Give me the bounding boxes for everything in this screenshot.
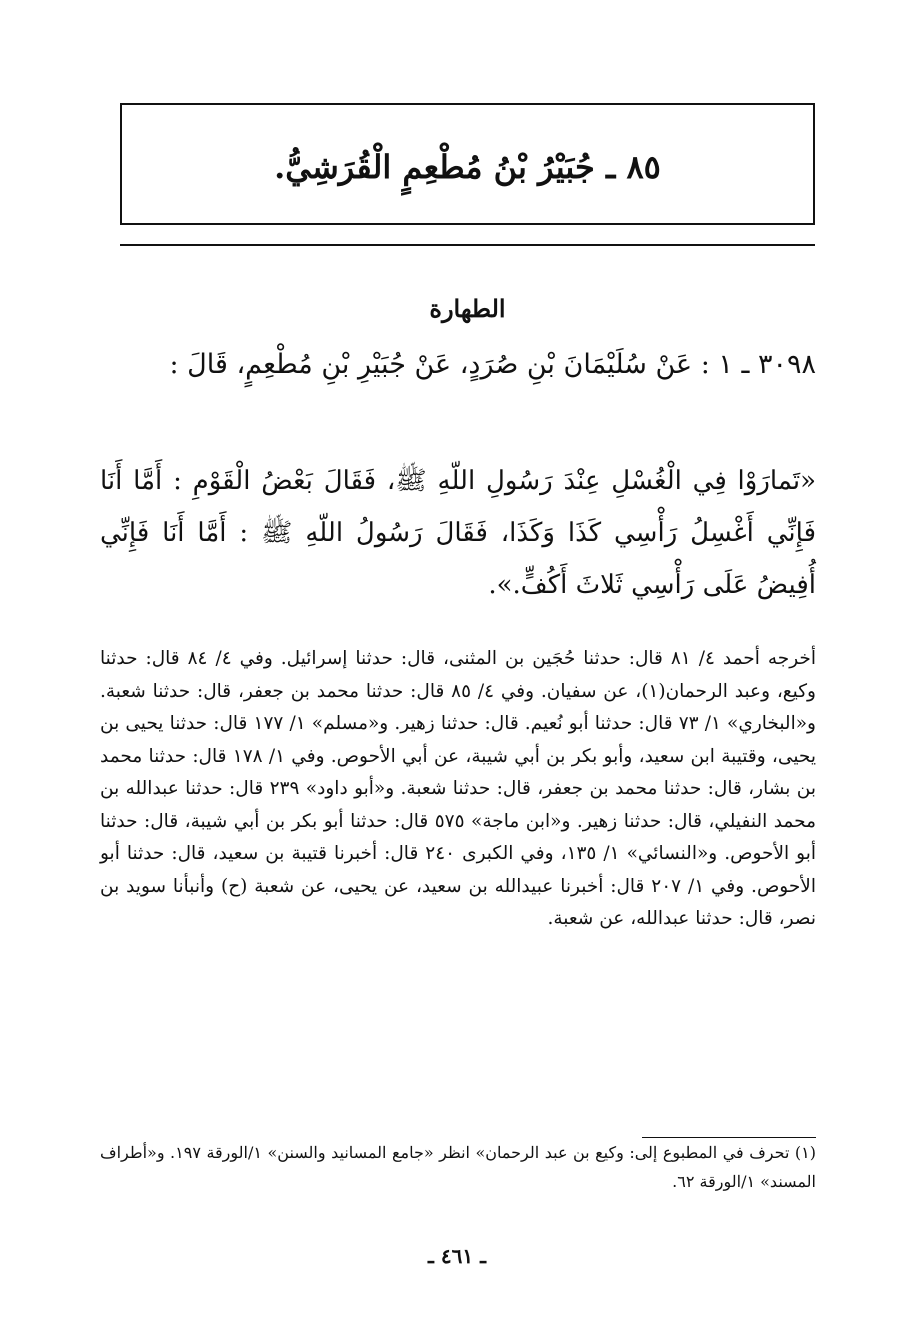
footnote: (١) تحرف في المطبوع إلى: وكيع بن عبد الرحمان» انظر «جامع المسانيد والسنن» ١/الورقة ١٩٧. و«أطراف المسند» ١/الورقة ٦٢. <box>100 1143 816 1191</box>
chapter-title: ٨٥ ـ جُبَيْرُ بْنُ مُطْعِمٍ الْقُرَشِيُّ. <box>274 148 661 186</box>
hadith-chain: ٣٠٩٨ ـ ١ : عَنْ سُلَيْمَانَ بْنِ صُرَدٍ، عَنْ جُبَيْرِ بْنِ مُطْعِمٍ، قَالَ : <box>169 349 816 380</box>
takhrij-paragraph: أخرجه أحمد ٤/ ٨١ قال: حدثنا حُجَين بن المثنى، قال: حدثنا إسرائيل. وفي ٤/ ٨٤ قال: حدثنا وكيع، وعبد الرحمان(١)، عن سفيان. وفي ٤/ ٨٥ قال: حدثنا محمد بن جعفر، قال: حدثنا شعبة. و«البخاري» ١/ ٧٣ قال: حدثنا أبو نُعيم. قال: حدثنا زهير. و«مسلم» ١/ ١٧٧ قال: حدثنا يحيى بن يحيى، وقتيبة ابن سعيد، وأبو بكر بن أبي شيبة، عن أبي الأحوص. وفي ١/ ١٧٨ قال: حدثنا محمد بن بشار، قال: حدثنا محمد بن جعفر، قال: حدثنا شعبة. و«أبو داود» ٢٣٩ قال: حدثنا عبدالله بن محمد النفيلي، قال: حدثنا زهير. و«ابن ماجة» ٥٧٥ قال: حدثنا أبو بكر بن أبي شيبة، قال: حدثنا أبو الأحوص. و«النسائي» ١/ ١٣٥، وفي الكبرى ٢٤٠ قال: أخبرنا قتيبة بن سعيد، قال: حدثنا أبو الأحوص. وفي ١/ ٢٠٧ قال: أخبرنا عبيدالله بن سعيد، عن يحيى، عن شعبة (ح) وأنبأنا سويد بن نصر، قال: حدثنا عبدالله، عن شعبة. <box>100 648 816 929</box>
section-title: الطهارة <box>429 294 506 323</box>
header-divider <box>120 244 815 246</box>
page-number: ـ ٤٦١ ـ <box>428 1244 486 1268</box>
chapter-header-box <box>120 103 815 225</box>
hadith-text: «تَمارَوْا فِي الْغُسْلِ عِنْدَ رَسُولِ اللّهِ ﷺ، فَقَالَ بَعْضُ الْقَوْمِ : أَمَّا أَنَا فَإِنِّي أَغْسِلُ رَأْسِي كَذَا وَكَذَا، فَقَالَ رَسُولُ اللّهِ ﷺ : أَمَّا أَنَا فَإِنِّي أُفِيضُ عَلَى رَأْسِي ثَلاثَ أَكُفٍّ.». <box>100 466 816 600</box>
